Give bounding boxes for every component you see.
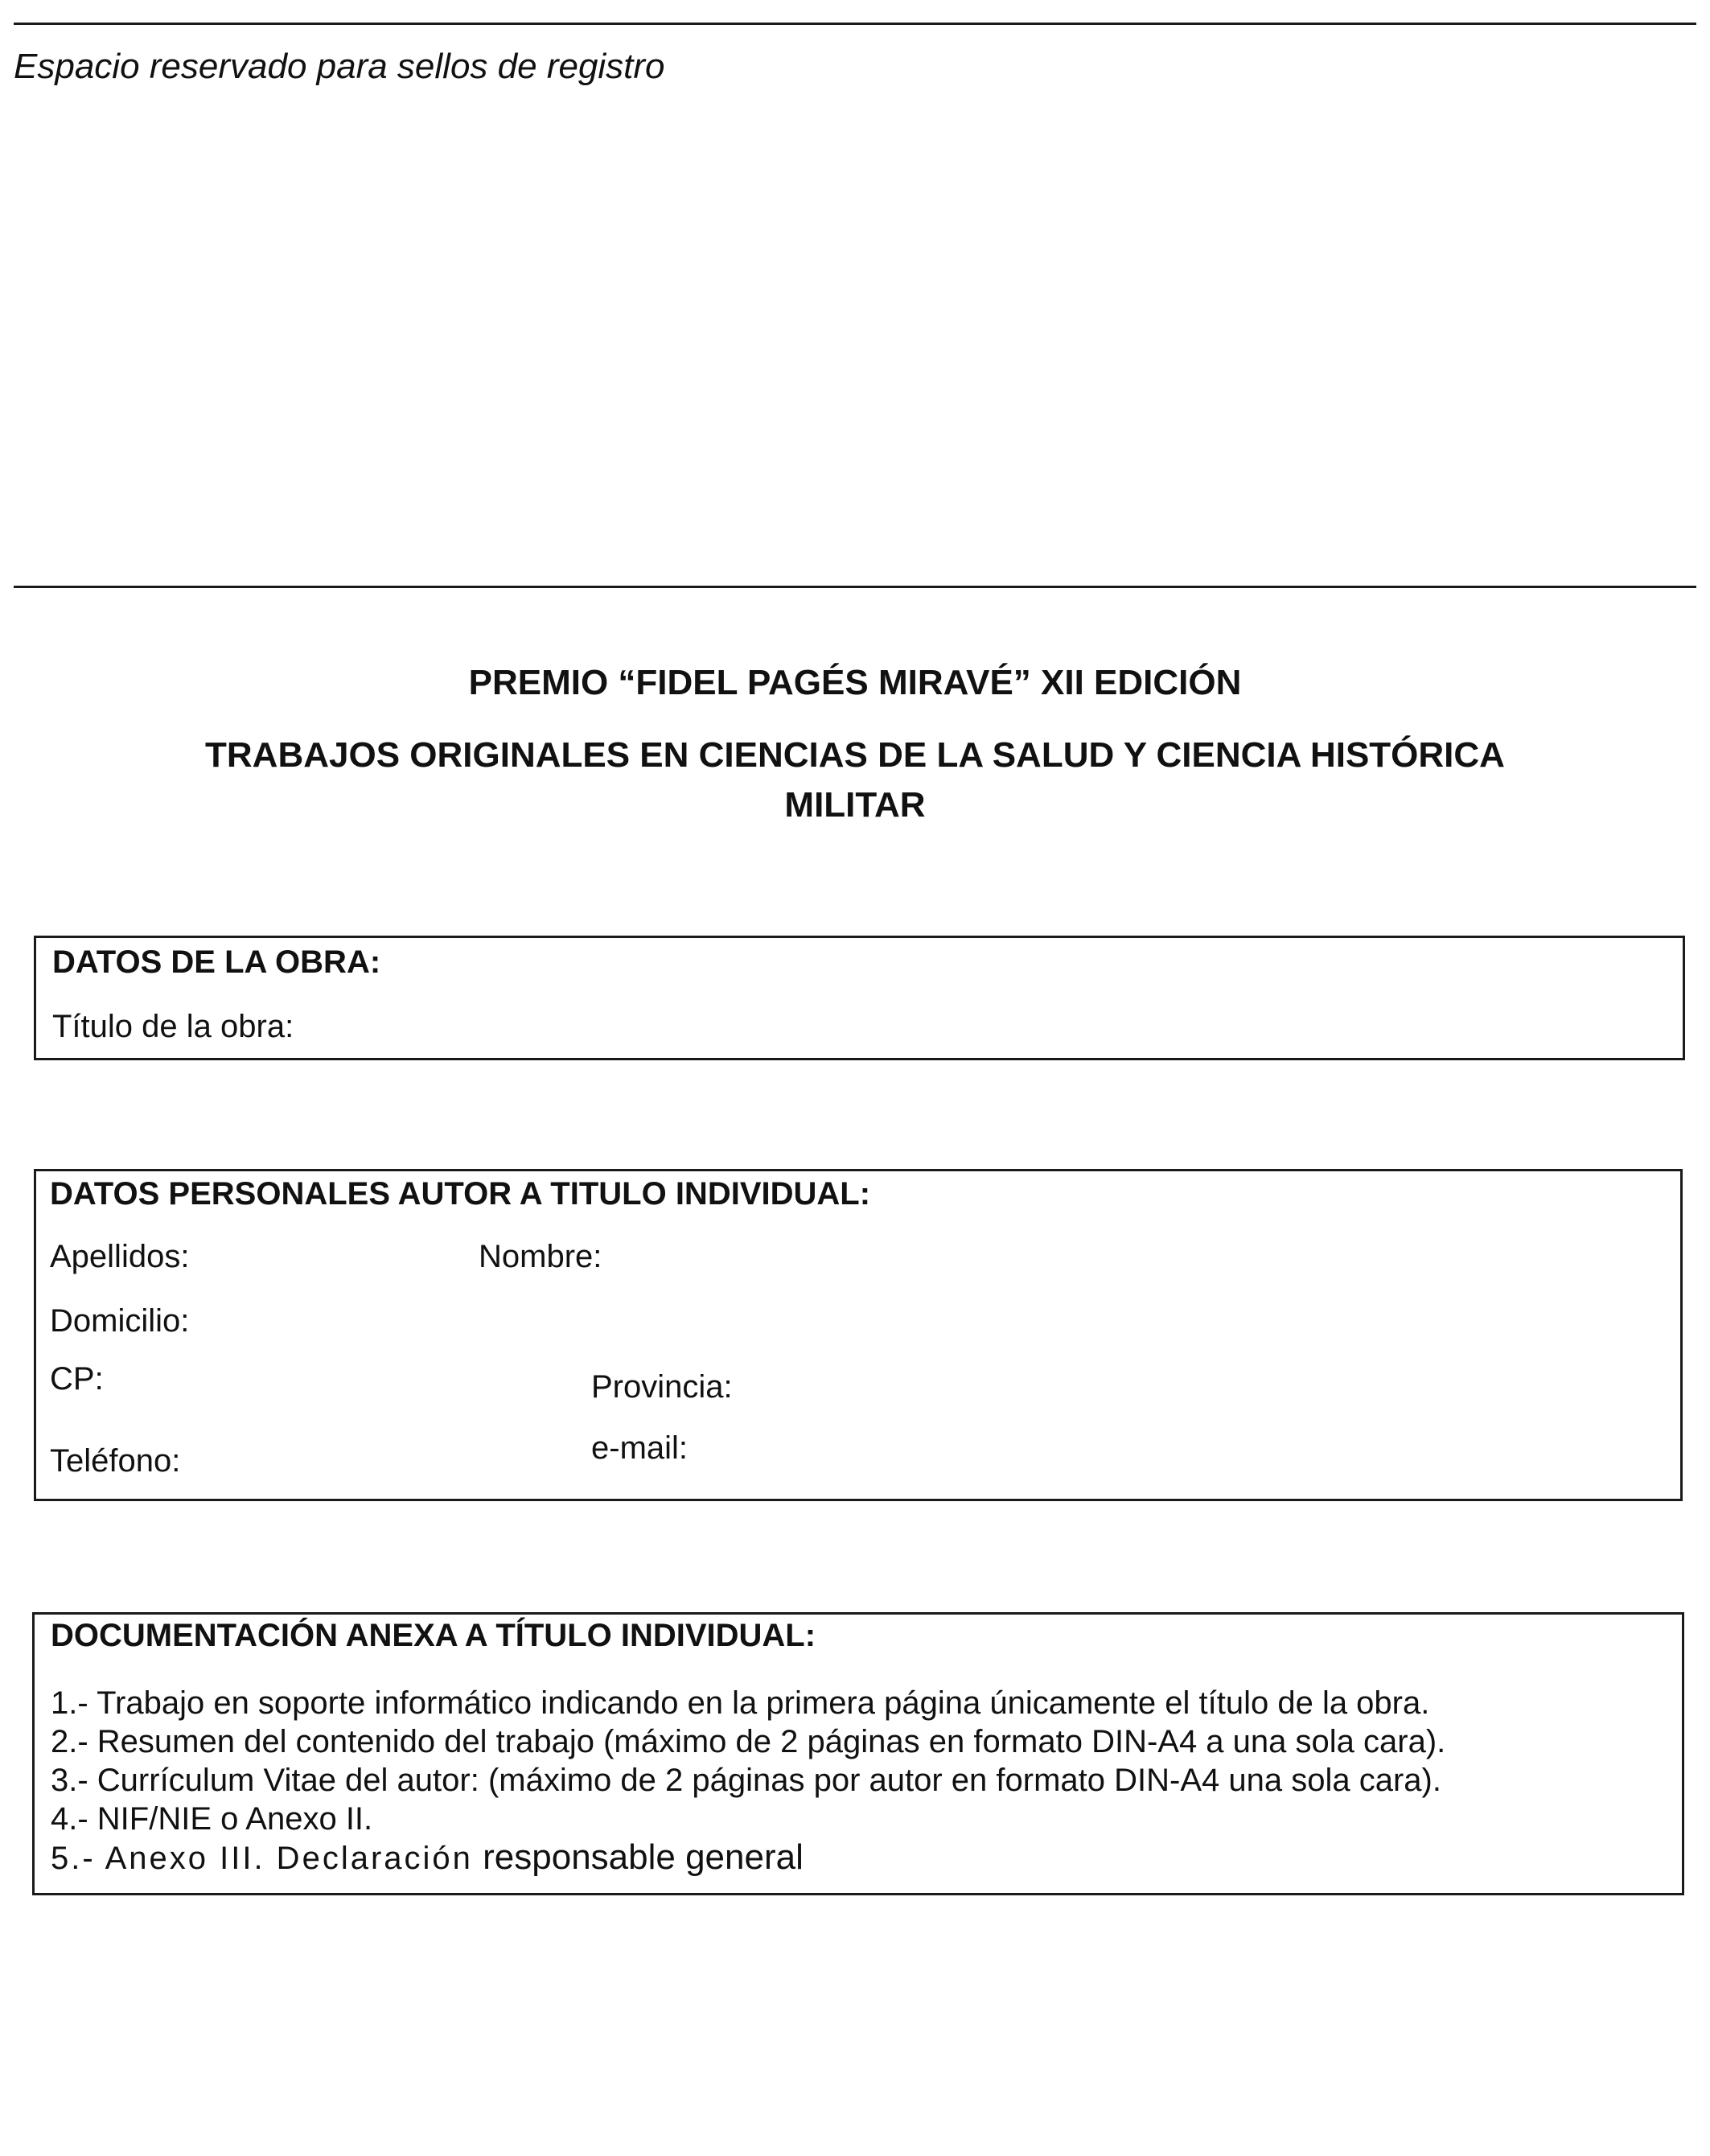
list-item: 2.- Resumen del contenido del trabajo (máximo de 2 páginas en formato DIN-A4 a una sola cara). xyxy=(51,1724,1446,1759)
top-divider xyxy=(14,23,1696,25)
postal-code-field[interactable]: CP: xyxy=(50,1361,104,1397)
subtitle-line-1: TRABAJOS ORIGINALES EN CIENCIAS DE LA SALUD Y CIENCIA HISTÓRICA xyxy=(205,735,1505,775)
list-item: 1.- Trabajo en soporte informático indicando en la primera página únicamente el título de la obra. xyxy=(51,1685,1430,1721)
province-field[interactable]: Provincia: xyxy=(591,1369,733,1405)
list-item xyxy=(51,1838,1445,1878)
personal-data-heading: DATOS PERSONALES AUTOR A TITULO INDIVIDUAL: xyxy=(50,1176,871,1212)
stamp-area-caption: Espacio reservado para sellos de registro xyxy=(14,47,665,86)
address-field[interactable]: Domicilio: xyxy=(50,1303,190,1339)
stamp-area-divider xyxy=(14,586,1696,588)
page-subtitle xyxy=(0,730,1710,830)
personal-data-section xyxy=(34,1169,1683,1501)
work-data-heading: DATOS DE LA OBRA: xyxy=(52,944,381,980)
attached-documents-section xyxy=(32,1612,1684,1895)
list-item-tail: responsable general xyxy=(472,1837,804,1877)
list-item: 3.- Currículum Vitae del autor: (máximo de 2 páginas por autor en formato DIN-A4 una sola cara). xyxy=(51,1763,1441,1798)
page-title: PREMIO “FIDEL PAGÉS MIRAVÉ” XII EDICIÓN xyxy=(468,663,1242,702)
phone-field[interactable]: Teléfono: xyxy=(50,1443,181,1479)
name-field[interactable]: Nombre: xyxy=(479,1239,602,1274)
list-item: 4.- NIF/NIE o Anexo II. xyxy=(51,1801,373,1837)
email-field[interactable]: e-mail: xyxy=(591,1430,689,1466)
attached-documents-heading: DOCUMENTACIÓN ANEXA A TÍTULO INDIVIDUAL: xyxy=(51,1618,816,1653)
work-title-field[interactable]: Título de la obra: xyxy=(52,1009,294,1044)
attached-documents-list xyxy=(51,1684,1445,1878)
list-item-head: 5.- Anexo III. Declaración xyxy=(51,1841,473,1876)
work-data-section xyxy=(34,936,1685,1060)
surname-field[interactable]: Apellidos: xyxy=(50,1239,190,1274)
subtitle-line-2: MILITAR xyxy=(784,785,926,825)
